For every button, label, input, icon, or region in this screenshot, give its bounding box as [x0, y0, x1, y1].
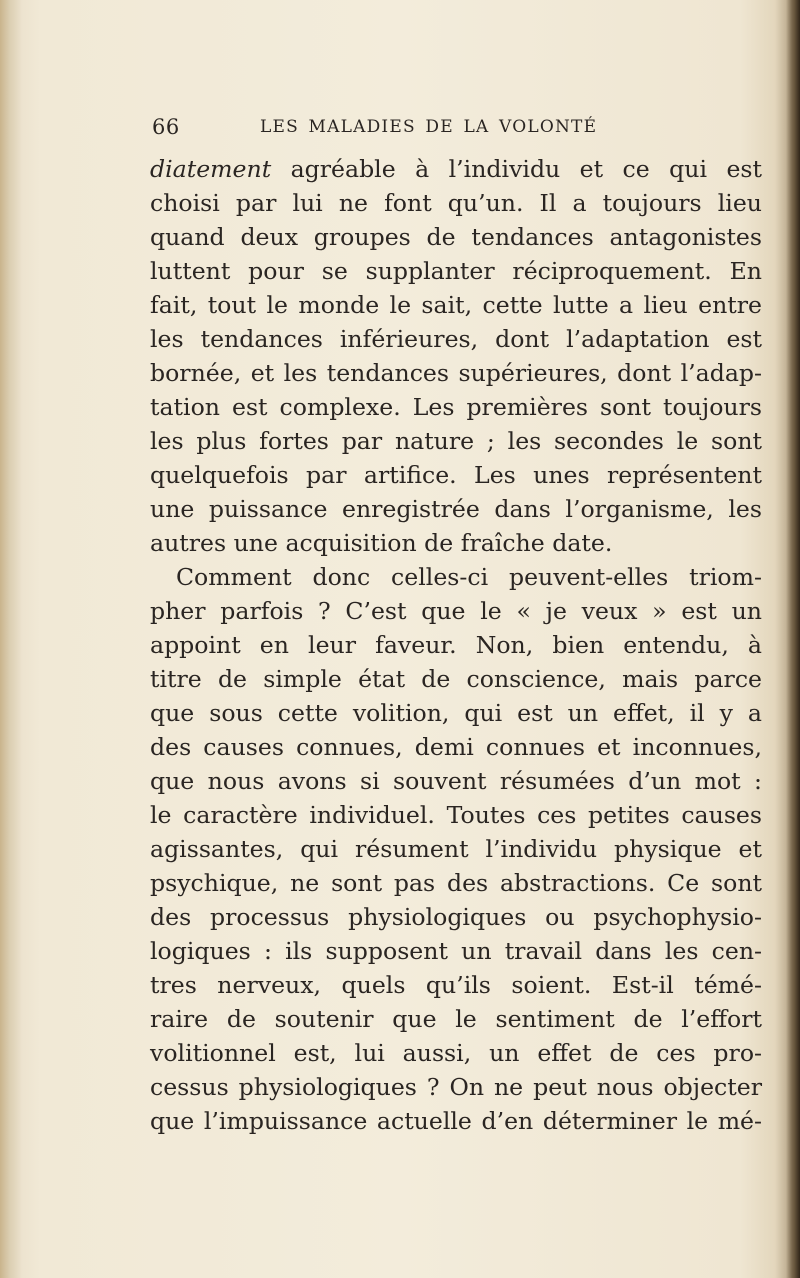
- text-line: volitionnel est, lui aussi, un effet de ces pro-: [150, 1039, 762, 1067]
- text-line: titre de simple état de conscience, mais parce: [150, 665, 762, 693]
- text-line-1: [150, 152, 762, 186]
- text-line: que nous avons si souvent résumées d’un mot :: [150, 767, 762, 795]
- italic-word: diatement: [150, 155, 272, 183]
- page-right-edge: [786, 0, 800, 1278]
- text-line: bornée, et les tendances supérieures, dont l’adap-: [150, 359, 762, 387]
- text-line: tation est complexe. Les premières sont toujours: [150, 393, 762, 421]
- text-line: raire de soutenir que le sentiment de l’effort: [150, 1005, 762, 1033]
- text-line: appoint en leur faveur. Non, bien entendu, à: [150, 631, 762, 659]
- text-line: quand deux groupes de tendances antagonistes: [150, 223, 762, 251]
- text-line: les tendances inférieures, dont l’adaptation est: [150, 325, 762, 353]
- running-title: LES MALADIES DE LA VOLONTÉ: [260, 117, 598, 137]
- text-line: pher parfois ? C’est que le « je veux » est un: [150, 597, 762, 625]
- text-line-paragraph-start: Comment donc celles-ci peuvent-elles triom-: [176, 563, 762, 591]
- text-line: des processus physiologiques ou psychophysio-: [150, 903, 762, 931]
- text-line: que l’impuissance actuelle d’en déterminer le mé-: [150, 1107, 762, 1135]
- text-line: que sous cette volition, qui est un effet, il y a: [150, 699, 762, 727]
- text-line-1-rest: agréable à l’individu et ce qui est: [271, 155, 762, 183]
- text-line-paragraph-end: autres une acquisition de fraîche date.: [150, 529, 613, 557]
- body-text: [150, 152, 762, 1138]
- text-line: logiques : ils supposent un travail dans les cen-: [150, 937, 762, 965]
- text-line: le caractère individuel. Toutes ces petites causes: [150, 801, 762, 829]
- text-line: agissantes, qui résument l’individu physique et: [150, 835, 762, 863]
- page-number: 66: [152, 115, 180, 139]
- page-header: [152, 115, 764, 145]
- text-line: choisi par lui ne font qu’un. Il a toujours lieu: [150, 189, 762, 217]
- page-left-edge: [0, 0, 22, 1278]
- text-line: psychique, ne sont pas des abstractions. Ce sont: [150, 869, 762, 897]
- text-line: des causes connues, demi connues et inconnues,: [150, 733, 762, 761]
- text-line: luttent pour se supplanter réciproquement. En: [150, 257, 762, 285]
- text-line: cessus physiologiques ? On ne peut nous objecter: [150, 1073, 762, 1101]
- text-line: quelquefois par artifice. Les unes représentent: [150, 461, 762, 489]
- text-line: fait, tout le monde le sait, cette lutte a lieu entre: [150, 291, 762, 319]
- text-line: une puissance enregistrée dans l’organisme, les: [150, 495, 762, 523]
- text-line: tres nerveux, quels qu’ils soient. Est-il témé-: [150, 971, 762, 999]
- text-line: les plus fortes par nature ; les secondes le sont: [150, 427, 762, 455]
